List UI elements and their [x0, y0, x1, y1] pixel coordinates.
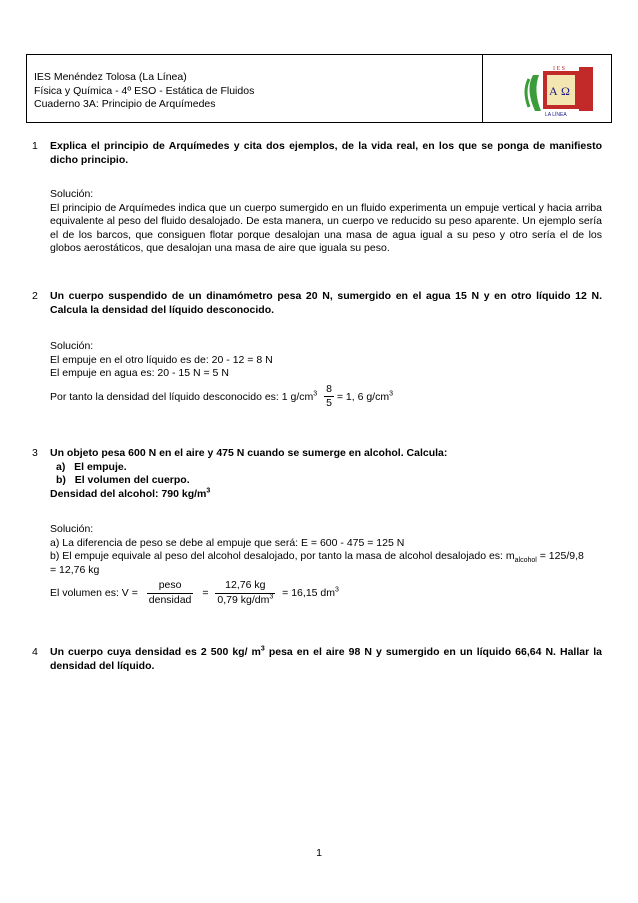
solution-a: a) La diferencia de peso se debe al empuje que será: E = 600 - 475 = 125 N	[50, 536, 405, 549]
fraction-numerator: 12,76 kg	[215, 579, 275, 594]
statement-text: Un cuerpo cuya densidad es 2 500 kg/ m	[50, 646, 261, 658]
exp: 3	[206, 487, 211, 494]
equals-sign: =	[131, 586, 138, 599]
volume-result: 16,15 dm	[291, 586, 335, 599]
fraction	[324, 383, 334, 411]
solution-b	[50, 550, 602, 564]
item-b	[56, 474, 602, 488]
density-prefix: Por tanto la densidad del líquido desconocido es: 1 g/cm	[50, 390, 314, 403]
solution-label: Solución:	[50, 188, 94, 200]
fraction-numerator: peso	[147, 579, 194, 594]
svg-text:I E S: I E S	[553, 66, 565, 72]
equals-sign: =	[282, 586, 289, 599]
document-header	[26, 54, 612, 123]
fraction-weight-density	[147, 579, 194, 607]
item-a-text: El empuje.	[74, 460, 127, 473]
fraction-denominator: densidad	[148, 593, 192, 606]
fraction-values	[215, 579, 275, 607]
solution-line-1: El empuje en el otro líquido es de: 20 - 12 = 8 N	[50, 353, 273, 366]
notebook-title: Cuaderno 3A: Principio de Arquímedes	[34, 98, 216, 110]
page-number: 1	[316, 847, 322, 859]
problem-1-number: 1	[32, 140, 38, 152]
exp: 3	[269, 593, 274, 600]
solution-text: El principio de Arquímedes indica que un cuerpo sumergido en un fluido experimenta un empuje vertical y hacia arriba equivalente al peso del fluido desalojado. De esta manera, un cuerpo ve reducido su peso aparente. Un ejemplo sería el de los barcos, que consiguen flotar porque desalojan una masa de agua igual a su peso y otro sería el de los globos aerostáticos, que desalojan una masa de aire que iguala su peso.	[50, 201, 602, 254]
density-text: Densidad del alcohol: 790 kg/m	[50, 487, 207, 500]
solution-line-3	[50, 383, 602, 411]
statement-text: Un objeto pesa 600 N en el aire y 475 N cuando se sumerge en alcohol. Calcula:	[50, 447, 448, 459]
problem-3-number: 3	[32, 447, 38, 459]
fraction-numerator: 8	[324, 383, 334, 398]
problem-4-statement	[50, 646, 602, 673]
svg-text:LA LÍNEA: LA LÍNEA	[545, 112, 567, 118]
denominator-text: 0,79 kg/dm	[217, 593, 270, 606]
exp: 3	[335, 586, 339, 594]
equals-sign: =	[202, 586, 209, 599]
course-name: Física y Química - 4º ESO - Estática de Fluidos	[34, 84, 255, 97]
solution-b-cont: = 12,76 kg	[50, 563, 100, 576]
svg-text:Ω: Ω	[561, 84, 570, 98]
header-divider	[482, 55, 483, 122]
problem-4-number: 4	[32, 646, 38, 658]
item-b-label: b)	[56, 474, 66, 486]
solution-b-text: b) El empuje equivale al peso del alcohol desalojado, por tanto la masa de alcohol desalojado es: m	[50, 550, 515, 562]
problem-3-statement	[50, 447, 602, 501]
item-a-label: a)	[56, 460, 66, 473]
solution-b-value: = 125/9,8	[536, 550, 584, 562]
statement-text-cont: pesa en el aire 98 N y sumergido en un líquido 66,64 N. Hallar la densidad del líquido.	[50, 646, 602, 672]
solution-label: Solución:	[50, 523, 94, 535]
problem-2-number: 2	[32, 290, 38, 302]
problem-1-statement: Explica el principio de Arquímedes y cita dos ejemplos, de la vida real, en los que se ponga de manifiesto dicho principio.	[50, 140, 602, 166]
header-text	[34, 71, 254, 112]
problem-2-statement: Un cuerpo suspendido de un dinamómetro pesa 20 N, sumergido en el agua 15 N y en otro líquido 12 N. Calcula la densidad del líquido desconocido.	[50, 290, 602, 316]
volume-prefix: El volumen es: V	[50, 586, 132, 599]
solution-line-2: El empuje en agua es: 20 - 15 N = 5 N	[50, 367, 229, 379]
solution-label: Solución:	[50, 340, 94, 352]
problem-3-solution	[50, 523, 602, 607]
exp: 3	[260, 645, 265, 653]
problem-1-solution	[50, 188, 602, 256]
volume-equation	[50, 579, 602, 607]
density-result: = 1, 6 g/cm	[333, 390, 390, 403]
school-name: IES Menéndez Tolosa (La Línea)	[34, 71, 187, 83]
subscript: alcohol	[514, 557, 537, 565]
item-b-text: El volumen del cuerpo.	[74, 474, 190, 486]
svg-text:Α: Α	[549, 84, 558, 98]
fraction-denominator: 5	[326, 397, 332, 409]
item-a	[56, 461, 602, 475]
problem-2-solution	[50, 340, 602, 411]
exp: 3	[313, 389, 318, 397]
school-logo-icon	[515, 61, 601, 118]
alcohol-density	[50, 488, 602, 502]
fraction-denominator	[215, 594, 275, 608]
exp: 3	[389, 389, 393, 397]
